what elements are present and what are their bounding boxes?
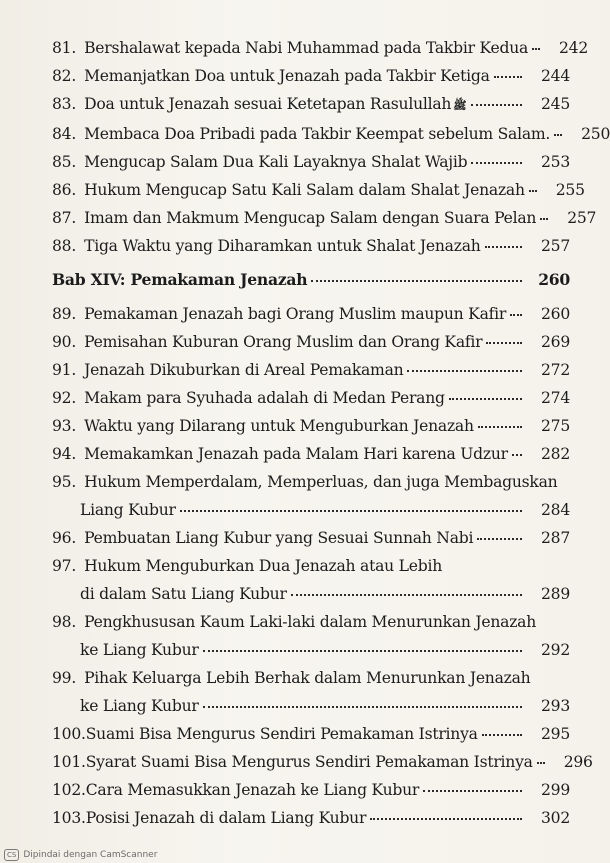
entry-number: 96. (52, 529, 77, 547)
entry-title: Posisi Jenazah di dalam Liang Kubur (85, 809, 367, 827)
entry-title: Suami Bisa Mengurus Sendiri Pemakaman Istrinya (85, 725, 478, 743)
dot-leader (485, 246, 522, 248)
entry-page-number: 275 (540, 417, 570, 435)
watermark-text: Dipindai dengan CamScanner (23, 850, 158, 860)
honorific-glyph: ﷺ (453, 99, 467, 112)
entry-number: 95. (52, 473, 77, 491)
entry-number: 100. (52, 725, 86, 743)
entry-page-number: 296 (563, 753, 593, 771)
dot-leader (291, 594, 522, 596)
entry-title: Mengucap Salam Dua Kali Layaknya Shalat Wajib (84, 153, 468, 171)
entry-number: 102. (52, 781, 86, 799)
entry-page-number: 302 (540, 809, 570, 827)
entry-page-number: 289 (540, 585, 570, 603)
entry-page-number: 269 (540, 333, 570, 351)
toc-entry (52, 148, 570, 176)
chapter-heading (52, 266, 570, 294)
entry-number: 81. (52, 39, 77, 57)
chapter-title: Bab XIV: Pemakaman Jenazah (52, 270, 308, 289)
dot-leader (203, 706, 522, 708)
entry-title: Tiga Waktu yang Diharamkan untuk Shalat Jenazah (84, 237, 481, 255)
dot-leader (540, 218, 548, 220)
toc-entry (52, 412, 570, 440)
entry-title: Memanjatkan Doa untuk Jenazah pada Takbir Ketiga (84, 67, 490, 85)
toc-entry (52, 664, 570, 720)
entry-title: Hukum Menguburkan Dua Jenazah atau Lebih (84, 557, 443, 575)
toc-entry (52, 34, 589, 62)
toc-entry (52, 776, 570, 804)
dot-leader (486, 342, 522, 344)
dot-leader (494, 76, 522, 78)
entry-number: 93. (52, 417, 77, 435)
entry-title: Pengkhususan Kaum Laki-laki dalam Menurunkan Jenazah (84, 613, 537, 631)
entry-page-number: 253 (540, 153, 570, 171)
entry-title: Hukum Mengucap Satu Kali Salam dalam Shalat Jenazah (84, 181, 525, 199)
toc-entry (52, 204, 597, 232)
entry-title: Pemakaman Jenazah bagi Orang Muslim maupun Kafir (84, 305, 507, 323)
entry-number: 89. (52, 305, 77, 323)
entry-number: 91. (52, 361, 77, 379)
entry-title: Bershalawat kepada Nabi Muhammad pada Takbir Kedua (84, 39, 529, 57)
entry-title-continued: ke Liang Kubur (80, 697, 199, 715)
toc-entry (52, 62, 570, 90)
entry-number: 98. (52, 613, 77, 631)
entry-title: Pembuatan Liang Kubur yang Sesuai Sunnah Nabi (84, 529, 474, 547)
entry-number: 92. (52, 389, 77, 407)
entry-page-number: 287 (540, 529, 570, 547)
entry-number: 84. (52, 125, 77, 143)
entry-title: Cara Memasukkan Jenazah ke Liang Kubur (85, 781, 420, 799)
entry-number: 86. (52, 181, 77, 199)
scanner-watermark (4, 849, 157, 861)
dot-leader (532, 48, 540, 50)
dot-leader (471, 104, 523, 106)
entry-number: 90. (52, 333, 77, 351)
entry-title: Memakamkan Jenazah pada Malam Hari karena Udzur (84, 445, 508, 463)
entry-number: 103. (52, 809, 86, 827)
entry-number: 88. (52, 237, 77, 255)
dot-leader (554, 134, 562, 136)
entry-page-number: 295 (540, 725, 570, 743)
entry-title: Pihak Keluarga Lebih Berhak dalam Menurunkan Jenazah (84, 669, 531, 687)
entry-page-number: 284 (540, 501, 570, 519)
entry-page-number: 242 (559, 39, 589, 57)
dot-leader (537, 762, 545, 764)
dot-leader (478, 426, 522, 428)
entry-page-number: 292 (540, 641, 570, 659)
entry-page-number: 272 (540, 361, 570, 379)
toc-entry (52, 232, 570, 260)
entry-page-number: 250 (581, 125, 610, 143)
entry-number: 94. (52, 445, 77, 463)
table-of-contents (52, 34, 610, 832)
entry-title: Makam para Syuhada adalah di Medan Perang (84, 389, 445, 407)
entry-page-number: 274 (540, 389, 570, 407)
toc-entry (52, 176, 585, 204)
toc-entry (52, 120, 610, 148)
toc-entry (52, 748, 593, 776)
entry-title-continued: ke Liang Kubur (80, 641, 199, 659)
toc-entry (52, 468, 570, 524)
dot-leader (477, 538, 522, 540)
entry-title: Imam dan Makmum Mengucap Salam dengan Suara Pelan (84, 209, 537, 227)
entry-title-continued: di dalam Satu Liang Kubur (80, 585, 287, 603)
entry-number: 97. (52, 557, 77, 575)
entry-page-number: 257 (540, 237, 570, 255)
entry-page-number: 244 (540, 67, 570, 85)
entry-title: Membaca Doa Pribadi pada Takbir Keempat sebelum Salam. (84, 125, 551, 143)
entry-page-number: 299 (540, 781, 570, 799)
toc-entry (52, 300, 570, 328)
entry-number: 99. (52, 669, 77, 687)
dot-leader (203, 650, 522, 652)
entry-title: Doa untuk Jenazah sesuai Ketetapan Rasulullah (84, 95, 452, 113)
entry-title: Jenazah Dikuburkan di Areal Pemakaman (84, 361, 404, 379)
toc-entry (52, 384, 570, 412)
dot-leader (370, 818, 522, 820)
entry-number: 101. (52, 753, 86, 771)
dot-leader (449, 398, 522, 400)
entry-title: Hukum Memperdalam, Memperluas, dan juga Membaguskan (84, 473, 558, 491)
toc-entry (52, 328, 570, 356)
toc-entry (52, 90, 570, 120)
entry-page-number: 293 (540, 697, 570, 715)
entry-number: 82. (52, 67, 77, 85)
entry-title: Pemisahan Kuburan Orang Muslim dan Orang Kafir (84, 333, 483, 351)
toc-entry (52, 552, 570, 608)
dot-leader (471, 162, 522, 164)
dot-leader (311, 280, 522, 282)
toc-entry (52, 440, 570, 468)
entry-page-number: 245 (540, 95, 570, 113)
entry-number: 85. (52, 153, 77, 171)
toc-entry (52, 356, 570, 384)
dot-leader (529, 190, 537, 192)
entry-number: 87. (52, 209, 77, 227)
dot-leader (512, 454, 522, 456)
entry-number: 83. (52, 95, 77, 113)
entry-page-number: 255 (555, 181, 585, 199)
dot-leader (482, 734, 522, 736)
entry-page-number: 260 (538, 270, 570, 289)
entry-title: Waktu yang Dilarang untuk Menguburkan Jenazah (84, 417, 474, 435)
entry-page-number: 260 (540, 305, 570, 323)
toc-entry (52, 720, 570, 748)
toc-entry (52, 608, 570, 664)
toc-entry (52, 524, 570, 552)
toc-entry (52, 804, 570, 832)
dot-leader (407, 370, 522, 372)
dot-leader (510, 314, 522, 316)
camscanner-logo-icon: CS (4, 849, 19, 861)
dot-leader (180, 510, 522, 512)
entry-page-number: 257 (567, 209, 597, 227)
entry-title: Syarat Suami Bisa Mengurus Sendiri Pemakaman Istrinya (85, 753, 533, 771)
entry-title-continued: Liang Kubur (80, 501, 176, 519)
entry-page-number: 282 (540, 445, 570, 463)
dot-leader (423, 790, 522, 792)
